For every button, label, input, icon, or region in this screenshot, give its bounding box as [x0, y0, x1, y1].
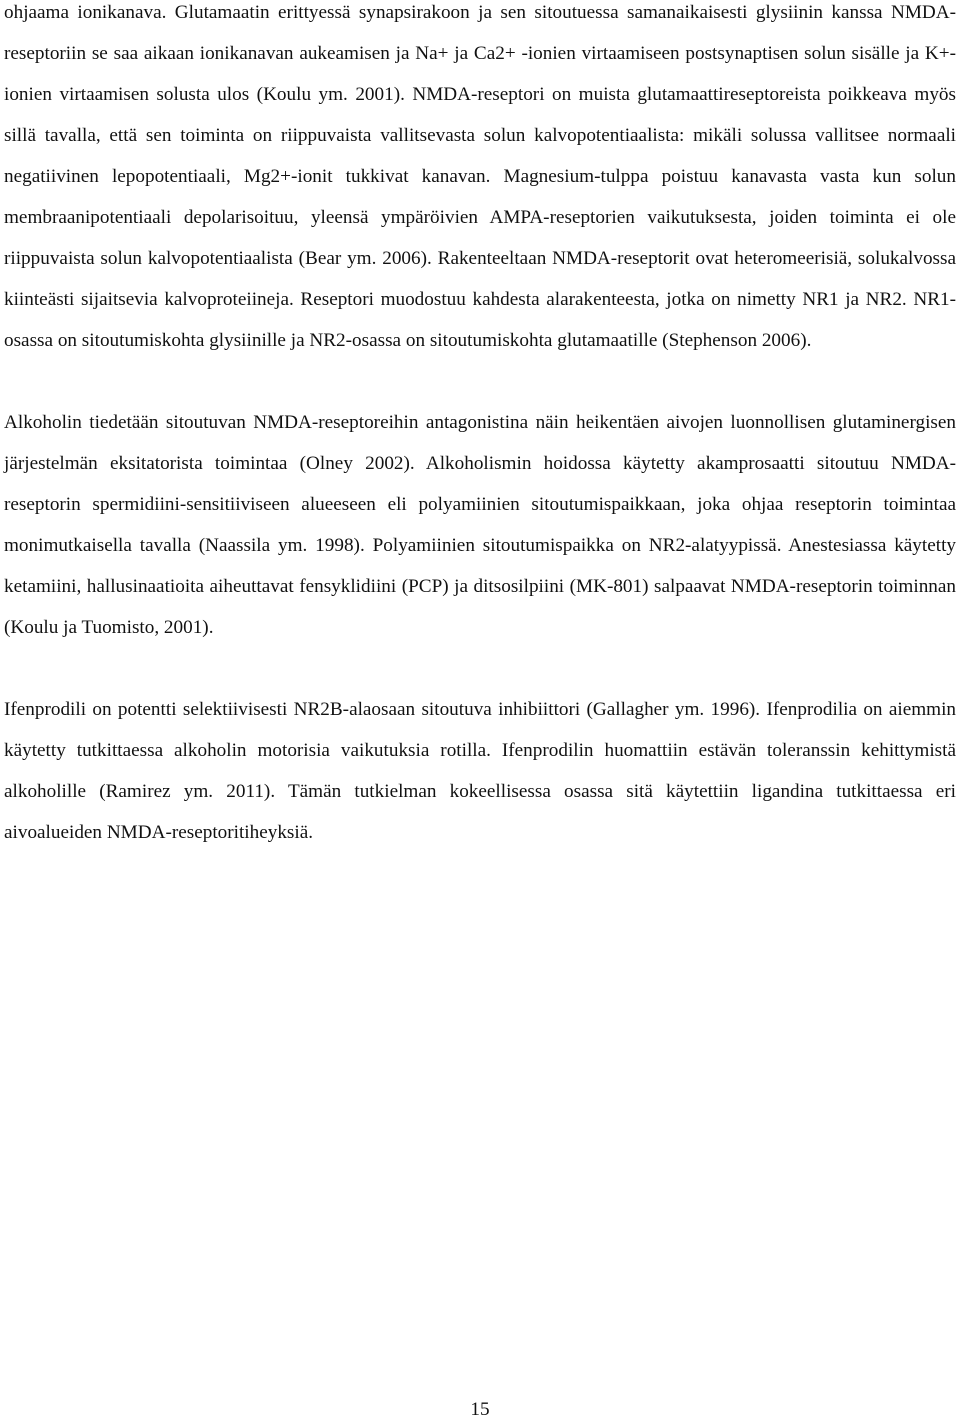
page-number: 15: [470, 1399, 490, 1420]
paragraph-alcohol-nmda-antagonism: Alkoholin tiedetään sitoutuvan NMDA-reseptoreihin antagonistina näin heikentäen aivojen luonnollisen glutaminergisen järjestelmän eksitatorista toimintaa (Olney 2002). Alkoholismin hoidossa käytetty akamprosaatti sitoutuu NMDA-reseptorin spermidiini-sensitiiviseen alueeseen eli polyamiinien sitoutumispaikkaan, joka ohjaa reseptorin toimintaa monimutkaisella tavalla (Naassila ym. 1998). Polyamiinien sitoutumispaikka on NR2-alatyypissä. Anestesiassa käytetty ketamiini, hallusinaatioita aiheuttavat fensyklidiini (PCP) ja ditsosilpiini (MK-801) salpaavat NMDA-reseptorin toiminnan (Koulu ja Tuomisto, 2001).: [4, 412, 956, 638]
paragraph-ifenprodil: Ifenprodili on potentti selektiivisesti NR2B-alaosaan sitoutuva inhibiittori (Gallagher ym. 1996). Ifenprodilia on aiemmin käytetty tutkittaessa alkoholin motorisia vaikutuksia rotilla. Ifenprodilin huomattiin estävän toleranssin kehittymistä alkoholille (Ramirez ym. 2011). Tämän tutkielman kokeellisessa osassa sitä käytettiin ligandina tutkittaessa eri aivoalueiden NMDA-reseptoritiheyksiä.: [4, 699, 956, 843]
paragraph-nmda-receptor-structure: ohjaama ionikanava. Glutamaatin erittyessä synapsirakoon ja sen sitoutuessa samanaikaisesti glysiinin kanssa NMDA-reseptoriin se saa aikaan ionikanavan aukeamisen ja Na+ ja Ca2+ -ionien virtaamiseen postsynaptisen solun sisälle ja K+-ionien virtaamisen solusta ulos (Koulu ym. 2001). NMDA-reseptori on muista glutamaattireseptoreista poikkeava myös sillä tavalla, että sen toiminta on riippuvaista vallitsevasta solun kalvopotentiaalista: mikäli solussa vallitsee normaali negatiivinen lepopotentiaali, Mg2+-ionit tukkivat kanavan. Magnesium-tulppa poistuu kanavasta vasta kun solun membraanipotentiaali depolarisoituu, yleensä ympäröivien AMPA-reseptorien vaikutuksesta, joiden toiminta ei ole riippuvaista solun kalvopotentiaalista (Bear ym. 2006). Rakenteeltaan NMDA-reseptorit ovat heteromeerisiä, solukalvossa kiinteästi sijaitsevia kalvoproteiineja. Reseptori muodostuu kahdesta alarakenteesta, jotka on nimetty NR1 ja NR2. NR1- osassa on sitoutumiskohta glysiinille ja NR2-osassa on sitoutumiskohta glutamaatille (Stephenson 2006).: [4, 2, 956, 351]
